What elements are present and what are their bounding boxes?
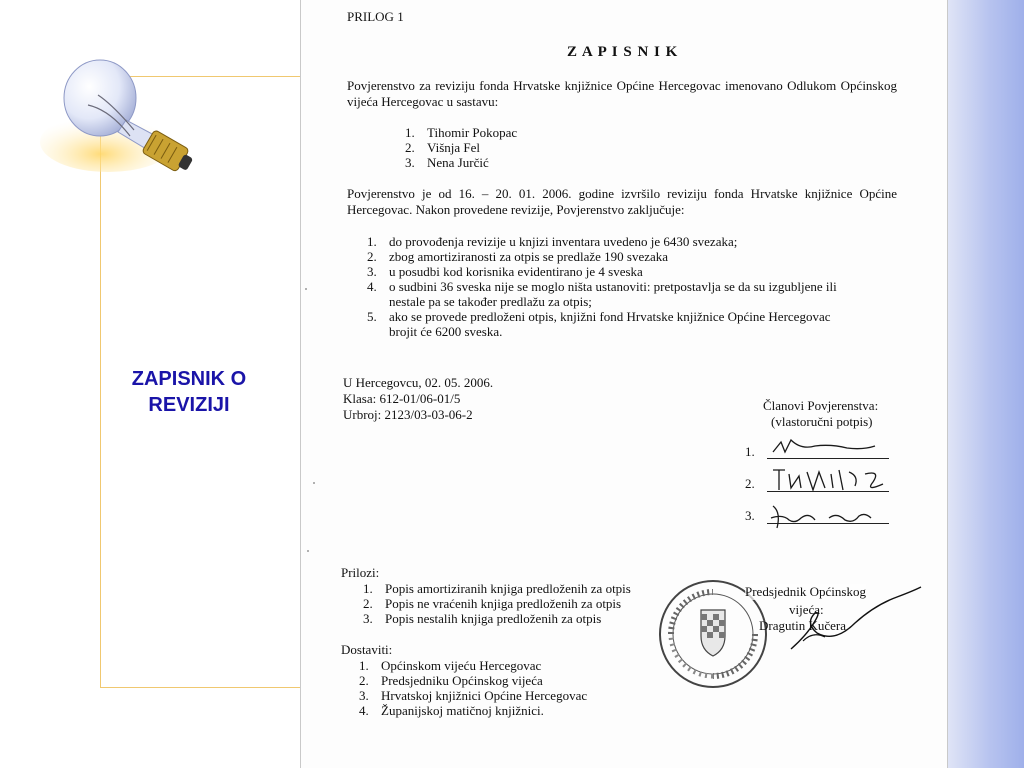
list-item: 1. Tihomir Pokopac [405,125,518,140]
president-signature [785,583,925,653]
prilog-label: PRILOG 1 [347,9,404,24]
signature-number: 3. [745,508,755,523]
signature-number: 1. [745,444,755,459]
place-date: U Hercegovcu, 02. 05. 2006. [343,375,494,390]
light-bulb-icon [38,50,208,175]
list-item: 1. Općinskom vijeću Hercegovac [359,658,542,673]
signature-scribble-3 [767,502,877,530]
list-item: 3. Hrvatskoj knjižnici Općine Hercegovac [359,688,588,703]
members-heading: Članovi Povjerenstva: [763,398,879,413]
intro-paragraph: Povjerenstvo za reviziju fonda Hrvatske knjižnice Općine Hercegovac imenovano Odlukom Općinskog vijeća Hercegovac u sastavu: [347,78,897,109]
signature-number: 2. [745,476,755,491]
right-gradient-band [948,0,1024,768]
president-title-2: vijeća: [789,602,824,617]
attachments-list [363,581,631,626]
scan-speck [305,288,307,290]
list-item: 2. Višnja Fel [405,140,481,155]
list-item: 2. zbog amortiziranosti za otpis se predlaže 190 svezaka [367,249,669,264]
list-item: 5. ako se provede predloženi otpis, knjižni fond Hrvatske knjižnice Općine Hercegovac brojit će 6200 sveska. [367,309,831,339]
list-item: 4. Županijskoj matičnoj knjižnici. [359,703,544,718]
members-subheading: (vlastoručni potpis) [771,414,873,429]
slide-title: ZAPISNIK O REVIZIJI [131,368,247,416]
klasa: Klasa: 612-01/06-01/5 [343,391,461,406]
signature-scribble-1 [771,434,881,460]
scanned-document [300,0,948,768]
recipients-list [359,658,587,718]
body-paragraph: Povjerenstvo je od 16. – 20. 01. 2006. godine izvršilo reviziju fonda Hrvatske knjižnice Općine Hercegovac. Nakon provedene revizije, Povjerenstvo zaključuje: [347,186,897,217]
prilozi-heading: Prilozi: [341,565,380,580]
dostaviti-heading: Dostaviti: [341,642,393,657]
signature-scribble-2 [769,464,889,494]
members-list [405,125,517,170]
list-item: 1. do provođenja revizije u knjizi inventara uvedeno je 6430 svezaka; [367,234,738,249]
list-item: 3. u posudbi kod korisnika evidentirano je 4 sveska [367,264,643,279]
list-item: 2. Predsjedniku Općinskog vijeća [359,673,543,688]
urbroj: Urbroj: 2123/03-03-06-2 [343,407,473,422]
scan-speck [307,550,309,552]
list-item: 3. Nena Jurčić [405,155,489,170]
scan-speck [313,482,315,484]
president-title: Predsjednik Općinskog [745,584,866,599]
president-name: Dragutin Kučera [759,618,846,633]
list-item: 1. Popis amortiziranih knjiga predloženih za otpis [363,581,631,596]
findings-list [367,234,837,339]
document-heading: Z A P I S N I K [567,44,679,60]
list-item: 3. Popis nestalih knjiga predloženih za otpis [363,611,602,626]
list-item: 2. Popis ne vraćenih knjiga predloženih za otpis [363,596,622,611]
list-item: 4. o sudbini 36 sveska nije se moglo ništa ustanoviti: pretpostavlja se da su izgubljene ili nestale pa se također predlažu za otpis; [367,279,837,309]
